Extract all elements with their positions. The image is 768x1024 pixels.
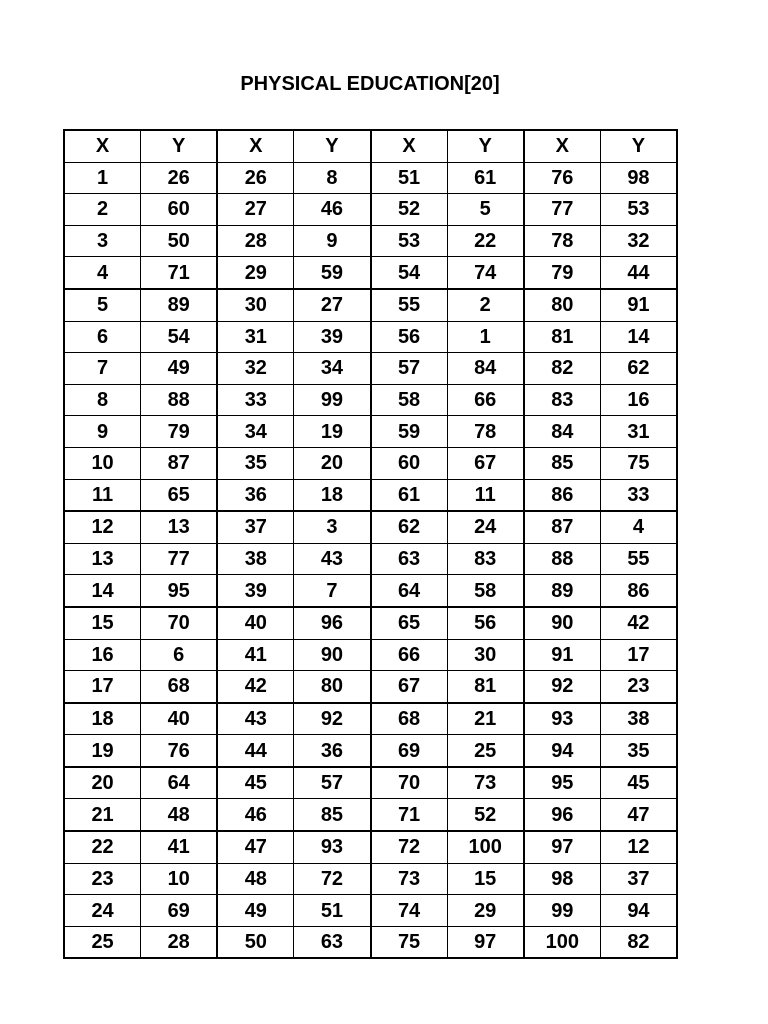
- y-value-cell: 31: [600, 416, 677, 448]
- x-value-cell: 61: [371, 479, 448, 511]
- x-value-cell: 77: [524, 194, 601, 226]
- x-value-cell: 51: [371, 162, 448, 194]
- y-value-cell: 5: [447, 194, 524, 226]
- x-value-cell: 91: [524, 639, 601, 671]
- x-value-cell: 18: [64, 703, 141, 735]
- x-value-cell: 58: [371, 384, 448, 416]
- y-value-cell: 68: [141, 671, 218, 703]
- x-value-cell: 68: [371, 703, 448, 735]
- y-value-cell: 94: [600, 895, 677, 927]
- y-value-cell: 20: [294, 447, 371, 479]
- table-row: [64, 353, 677, 385]
- y-value-cell: 50: [141, 225, 218, 257]
- y-value-cell: 92: [294, 703, 371, 735]
- x-value-cell: 99: [524, 895, 601, 927]
- x-value-cell: 33: [217, 384, 294, 416]
- y-value-cell: 8: [294, 162, 371, 194]
- y-value-cell: 98: [600, 162, 677, 194]
- y-value-cell: 47: [600, 799, 677, 831]
- y-value-cell: 34: [294, 353, 371, 385]
- x-value-cell: 38: [217, 543, 294, 575]
- y-value-cell: 28: [141, 926, 218, 958]
- x-value-cell: 12: [64, 511, 141, 543]
- y-value-cell: 6: [141, 639, 218, 671]
- y-value-cell: 71: [141, 257, 218, 289]
- y-value-cell: 35: [600, 735, 677, 767]
- y-value-cell: 67: [447, 447, 524, 479]
- y-value-cell: 46: [294, 194, 371, 226]
- x-value-cell: 84: [524, 416, 601, 448]
- x-value-cell: 72: [371, 831, 448, 863]
- x-value-cell: 78: [524, 225, 601, 257]
- y-value-cell: 85: [294, 799, 371, 831]
- y-value-cell: 37: [600, 863, 677, 895]
- y-value-cell: 48: [141, 799, 218, 831]
- x-value-cell: 21: [64, 799, 141, 831]
- y-value-cell: 97: [447, 926, 524, 958]
- x-value-cell: 1: [64, 162, 141, 194]
- y-value-cell: 57: [294, 767, 371, 799]
- y-column-header: Y: [447, 130, 524, 162]
- y-value-cell: 24: [447, 511, 524, 543]
- x-value-cell: 76: [524, 162, 601, 194]
- x-value-cell: 93: [524, 703, 601, 735]
- y-value-cell: 81: [447, 671, 524, 703]
- x-value-cell: 59: [371, 416, 448, 448]
- y-value-cell: 61: [447, 162, 524, 194]
- table-row: [64, 799, 677, 831]
- x-value-cell: 46: [217, 799, 294, 831]
- y-value-cell: 80: [294, 671, 371, 703]
- table-row: [64, 384, 677, 416]
- x-value-cell: 31: [217, 321, 294, 353]
- y-value-cell: 10: [141, 863, 218, 895]
- x-value-cell: 87: [524, 511, 601, 543]
- y-value-cell: 49: [141, 353, 218, 385]
- table-header: [64, 130, 677, 162]
- y-value-cell: 1: [447, 321, 524, 353]
- y-value-cell: 3: [294, 511, 371, 543]
- x-value-cell: 47: [217, 831, 294, 863]
- table-body: [64, 162, 677, 958]
- x-value-cell: 63: [371, 543, 448, 575]
- y-value-cell: 29: [447, 895, 524, 927]
- x-value-cell: 26: [217, 162, 294, 194]
- x-value-cell: 45: [217, 767, 294, 799]
- y-column-header: Y: [141, 130, 218, 162]
- y-value-cell: 69: [141, 895, 218, 927]
- x-value-cell: 41: [217, 639, 294, 671]
- x-value-cell: 92: [524, 671, 601, 703]
- x-value-cell: 16: [64, 639, 141, 671]
- y-value-cell: 58: [447, 575, 524, 607]
- y-value-cell: 73: [447, 767, 524, 799]
- y-value-cell: 44: [600, 257, 677, 289]
- y-value-cell: 63: [294, 926, 371, 958]
- x-value-cell: 67: [371, 671, 448, 703]
- x-value-cell: 97: [524, 831, 601, 863]
- x-value-cell: 13: [64, 543, 141, 575]
- y-value-cell: 27: [294, 289, 371, 321]
- x-value-cell: 49: [217, 895, 294, 927]
- x-value-cell: 36: [217, 479, 294, 511]
- y-value-cell: 91: [600, 289, 677, 321]
- table-row: [64, 926, 677, 958]
- table-row: [64, 447, 677, 479]
- x-value-cell: 56: [371, 321, 448, 353]
- x-value-cell: 5: [64, 289, 141, 321]
- y-value-cell: 32: [600, 225, 677, 257]
- y-value-cell: 21: [447, 703, 524, 735]
- x-value-cell: 10: [64, 447, 141, 479]
- x-value-cell: 35: [217, 447, 294, 479]
- x-value-cell: 40: [217, 607, 294, 639]
- table-row: [64, 639, 677, 671]
- y-value-cell: 15: [447, 863, 524, 895]
- document-title: PHYSICAL EDUCATION[20]: [240, 73, 500, 95]
- y-value-cell: 23: [600, 671, 677, 703]
- x-value-cell: 96: [524, 799, 601, 831]
- y-value-cell: 70: [141, 607, 218, 639]
- x-value-cell: 29: [217, 257, 294, 289]
- x-value-cell: 81: [524, 321, 601, 353]
- table-row: [64, 416, 677, 448]
- x-value-cell: 83: [524, 384, 601, 416]
- y-value-cell: 54: [141, 321, 218, 353]
- y-value-cell: 16: [600, 384, 677, 416]
- x-value-cell: 80: [524, 289, 601, 321]
- x-value-cell: 100: [524, 926, 601, 958]
- y-value-cell: 12: [600, 831, 677, 863]
- x-value-cell: 50: [217, 926, 294, 958]
- y-value-cell: 7: [294, 575, 371, 607]
- y-value-cell: 17: [600, 639, 677, 671]
- y-value-cell: 53: [600, 194, 677, 226]
- x-value-cell: 6: [64, 321, 141, 353]
- y-value-cell: 66: [447, 384, 524, 416]
- y-value-cell: 41: [141, 831, 218, 863]
- y-value-cell: 77: [141, 543, 218, 575]
- y-value-cell: 100: [447, 831, 524, 863]
- y-value-cell: 40: [141, 703, 218, 735]
- x-value-cell: 37: [217, 511, 294, 543]
- x-value-cell: 25: [64, 926, 141, 958]
- y-value-cell: 25: [447, 735, 524, 767]
- x-value-cell: 9: [64, 416, 141, 448]
- x-value-cell: 57: [371, 353, 448, 385]
- x-column-header: X: [524, 130, 601, 162]
- y-value-cell: 87: [141, 447, 218, 479]
- x-value-cell: 62: [371, 511, 448, 543]
- x-value-cell: 8: [64, 384, 141, 416]
- y-value-cell: 60: [141, 194, 218, 226]
- x-value-cell: 98: [524, 863, 601, 895]
- x-value-cell: 23: [64, 863, 141, 895]
- y-value-cell: 59: [294, 257, 371, 289]
- x-value-cell: 14: [64, 575, 141, 607]
- y-value-cell: 13: [141, 511, 218, 543]
- y-value-cell: 90: [294, 639, 371, 671]
- x-value-cell: 4: [64, 257, 141, 289]
- x-value-cell: 32: [217, 353, 294, 385]
- x-value-cell: 22: [64, 831, 141, 863]
- y-value-cell: 30: [447, 639, 524, 671]
- y-value-cell: 56: [447, 607, 524, 639]
- y-column-header: Y: [294, 130, 371, 162]
- x-value-cell: 34: [217, 416, 294, 448]
- y-value-cell: 72: [294, 863, 371, 895]
- x-value-cell: 65: [371, 607, 448, 639]
- y-value-cell: 84: [447, 353, 524, 385]
- x-value-cell: 88: [524, 543, 601, 575]
- y-value-cell: 38: [600, 703, 677, 735]
- x-value-cell: 24: [64, 895, 141, 927]
- x-value-cell: 95: [524, 767, 601, 799]
- y-value-cell: 45: [600, 767, 677, 799]
- y-value-cell: 78: [447, 416, 524, 448]
- x-column-header: X: [64, 130, 141, 162]
- x-value-cell: 20: [64, 767, 141, 799]
- table-row: [64, 831, 677, 863]
- x-column-header: X: [217, 130, 294, 162]
- table-row: [64, 895, 677, 927]
- y-value-cell: 95: [141, 575, 218, 607]
- y-value-cell: 55: [600, 543, 677, 575]
- x-value-cell: 28: [217, 225, 294, 257]
- x-value-cell: 42: [217, 671, 294, 703]
- x-value-cell: 27: [217, 194, 294, 226]
- table-row: [64, 735, 677, 767]
- table-row: [64, 863, 677, 895]
- y-value-cell: 33: [600, 479, 677, 511]
- y-value-cell: 14: [600, 321, 677, 353]
- table-row: [64, 321, 677, 353]
- x-value-cell: 52: [371, 194, 448, 226]
- table-row: [64, 289, 677, 321]
- table-row: [64, 607, 677, 639]
- y-value-cell: 9: [294, 225, 371, 257]
- x-value-cell: 73: [371, 863, 448, 895]
- y-value-cell: 64: [141, 767, 218, 799]
- y-value-cell: 42: [600, 607, 677, 639]
- y-value-cell: 51: [294, 895, 371, 927]
- table-row: [64, 543, 677, 575]
- x-value-cell: 48: [217, 863, 294, 895]
- x-value-cell: 85: [524, 447, 601, 479]
- table-row: [64, 703, 677, 735]
- y-value-cell: 88: [141, 384, 218, 416]
- x-value-cell: 71: [371, 799, 448, 831]
- y-value-cell: 89: [141, 289, 218, 321]
- y-value-cell: 18: [294, 479, 371, 511]
- x-value-cell: 2: [64, 194, 141, 226]
- x-value-cell: 44: [217, 735, 294, 767]
- x-value-cell: 54: [371, 257, 448, 289]
- y-column-header: Y: [600, 130, 677, 162]
- y-value-cell: 39: [294, 321, 371, 353]
- y-value-cell: 76: [141, 735, 218, 767]
- x-value-cell: 86: [524, 479, 601, 511]
- table-row: [64, 162, 677, 194]
- y-value-cell: 99: [294, 384, 371, 416]
- x-value-cell: 30: [217, 289, 294, 321]
- x-value-cell: 66: [371, 639, 448, 671]
- x-value-cell: 17: [64, 671, 141, 703]
- y-value-cell: 22: [447, 225, 524, 257]
- header-row: [64, 130, 677, 162]
- x-value-cell: 74: [371, 895, 448, 927]
- y-value-cell: 86: [600, 575, 677, 607]
- x-value-cell: 55: [371, 289, 448, 321]
- y-value-cell: 83: [447, 543, 524, 575]
- x-value-cell: 3: [64, 225, 141, 257]
- table-row: [64, 511, 677, 543]
- xy-data-table: [63, 129, 678, 959]
- table-row: [64, 671, 677, 703]
- y-value-cell: 26: [141, 162, 218, 194]
- x-value-cell: 94: [524, 735, 601, 767]
- x-value-cell: 70: [371, 767, 448, 799]
- y-value-cell: 19: [294, 416, 371, 448]
- y-value-cell: 96: [294, 607, 371, 639]
- x-value-cell: 7: [64, 353, 141, 385]
- y-value-cell: 36: [294, 735, 371, 767]
- y-value-cell: 43: [294, 543, 371, 575]
- y-value-cell: 82: [600, 926, 677, 958]
- x-value-cell: 79: [524, 257, 601, 289]
- table-row: [64, 479, 677, 511]
- table-row: [64, 767, 677, 799]
- table-row: [64, 575, 677, 607]
- y-value-cell: 75: [600, 447, 677, 479]
- x-column-header: X: [371, 130, 448, 162]
- y-value-cell: 11: [447, 479, 524, 511]
- x-value-cell: 53: [371, 225, 448, 257]
- x-value-cell: 82: [524, 353, 601, 385]
- x-value-cell: 43: [217, 703, 294, 735]
- y-value-cell: 79: [141, 416, 218, 448]
- x-value-cell: 39: [217, 575, 294, 607]
- table-row: [64, 194, 677, 226]
- x-value-cell: 89: [524, 575, 601, 607]
- y-value-cell: 52: [447, 799, 524, 831]
- y-value-cell: 62: [600, 353, 677, 385]
- table-row: [64, 257, 677, 289]
- x-value-cell: 75: [371, 926, 448, 958]
- table-row: [64, 225, 677, 257]
- x-value-cell: 90: [524, 607, 601, 639]
- y-value-cell: 2: [447, 289, 524, 321]
- x-value-cell: 69: [371, 735, 448, 767]
- y-value-cell: 65: [141, 479, 218, 511]
- y-value-cell: 4: [600, 511, 677, 543]
- x-value-cell: 64: [371, 575, 448, 607]
- y-value-cell: 93: [294, 831, 371, 863]
- y-value-cell: 74: [447, 257, 524, 289]
- x-value-cell: 19: [64, 735, 141, 767]
- x-value-cell: 11: [64, 479, 141, 511]
- x-value-cell: 60: [371, 447, 448, 479]
- x-value-cell: 15: [64, 607, 141, 639]
